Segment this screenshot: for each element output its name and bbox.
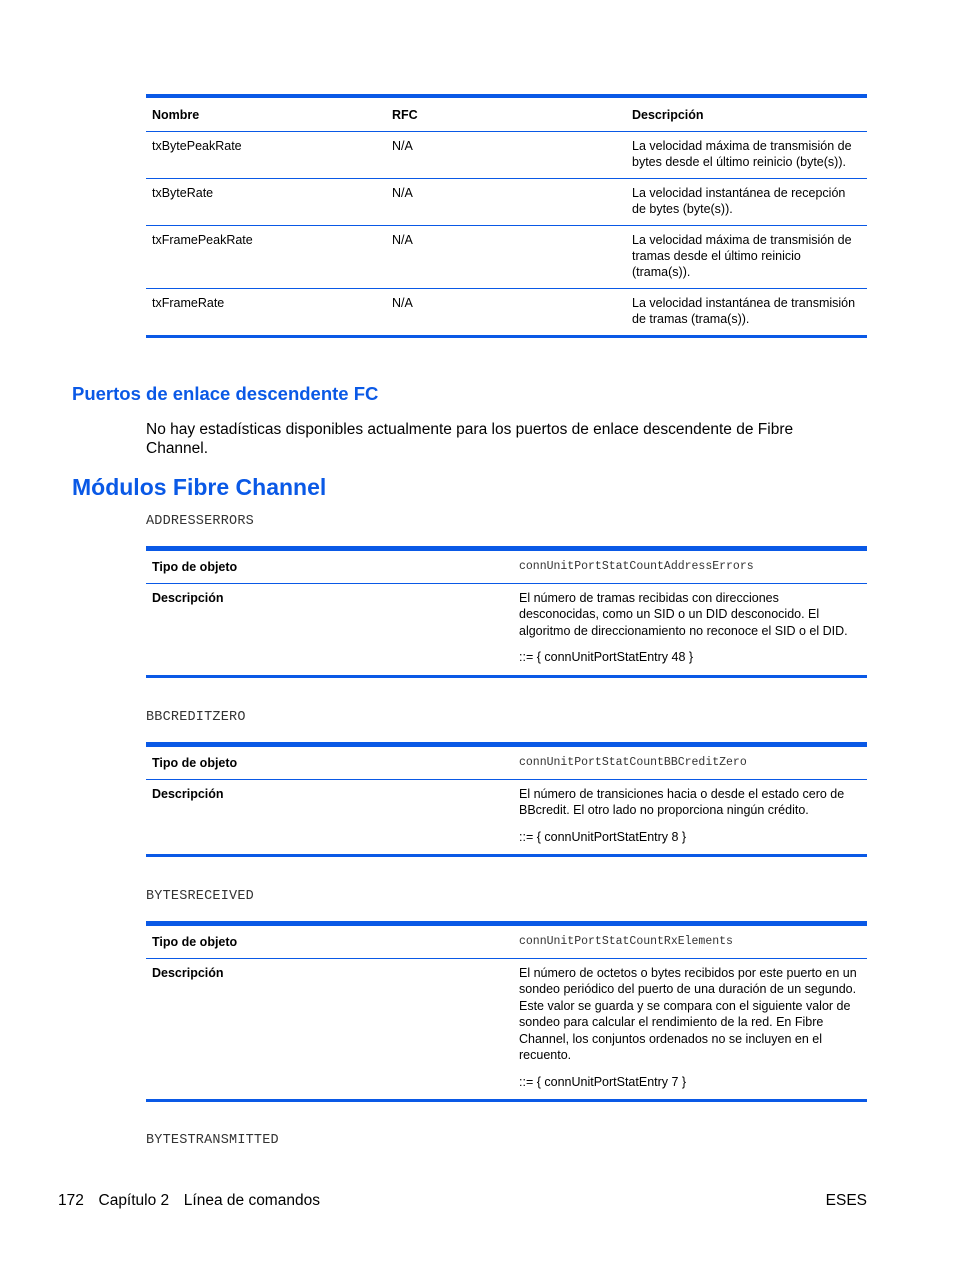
cell-description: La velocidad máxima de transmisión de bytes desde el último reinicio (byte(s)). <box>626 132 867 179</box>
properties-table <box>146 94 867 338</box>
object-table <box>146 546 867 678</box>
cell-description: La velocidad instantánea de recepción de bytes (byte(s)). <box>626 179 867 226</box>
column-header-description: Descripción <box>626 96 867 132</box>
table-row <box>146 289 867 337</box>
object-description-row <box>146 583 867 676</box>
table-row <box>146 132 867 179</box>
object-entry: ::= { connUnitPortStatEntry 48 } <box>519 650 694 664</box>
table-header-row <box>146 96 867 132</box>
chapter-label: Capítulo 2 <box>98 1192 170 1209</box>
section-heading-fc-modules: Módulos Fibre Channel <box>72 474 327 500</box>
object-description <box>513 958 867 1101</box>
cell-description: La velocidad instantánea de transmisión de tramas (trama(s)). <box>632 296 856 326</box>
object-description-row <box>146 958 867 1101</box>
page-footer <box>58 1192 320 1210</box>
object-description <box>513 583 867 676</box>
object-name: BYTESRECEIVED <box>146 889 254 904</box>
section-fc-text: No hay estadísticas disponibles actualmente para los puertos de enlace descendente de Fibre Channel. <box>146 421 794 457</box>
column-header-name: Nombre <box>146 96 386 132</box>
object-name: BBCREDITZERO <box>146 710 246 725</box>
column-header-rfc: RFC <box>386 96 626 132</box>
language-code: ESES <box>825 1192 867 1209</box>
object-type-value: connUnitPortStatCountRxElements <box>513 924 867 959</box>
object-type-label: Tipo de objeto <box>146 745 513 780</box>
object-type-row <box>146 745 867 780</box>
object-entry: ::= { connUnitPortStatEntry 7 } <box>519 1074 687 1089</box>
cell-rfc: N/A <box>386 179 626 226</box>
cell-description: La velocidad máxima de transmisión de tramas desde el último reinicio (trama(s)). <box>626 226 867 289</box>
table-row <box>146 226 867 289</box>
object-description <box>513 779 867 856</box>
object-description-text: El número de tramas recibidas con direcciones desconocidas, como un SID o un DID desconocido. El algoritmo de direccionamiento no reconoce el SID o el DID. <box>519 590 848 638</box>
object-type-value: connUnitPortStatCountAddressErrors <box>513 549 867 584</box>
cell-name: txByteRate <box>146 179 386 226</box>
cell-rfc: N/A <box>386 226 626 289</box>
object-table <box>146 921 867 1102</box>
object-table <box>146 742 867 857</box>
object-name: BYTESTRANSMITTED <box>146 1133 279 1148</box>
chapter-title: Línea de comandos <box>183 1192 320 1209</box>
cell-name: txFramePeakRate <box>146 226 386 289</box>
object-entry: ::= { connUnitPortStatEntry 8 } <box>519 829 687 844</box>
object-description-row <box>146 779 867 856</box>
object-type-row <box>146 549 867 584</box>
cell-name: txFrameRate <box>152 296 225 310</box>
object-type-value: connUnitPortStatCountBBCreditZero <box>513 745 867 780</box>
object-description-text: El número de octetos o bytes recibidos por este puerto en un sondeo periódico del puerto de una duración de un segundo. Este valor se guarda y se compara con el siguiente valor de sondeo para calcular el rendimiento de la red. En Fibre Channel, los conjuntos ordenados no se incluyen en el recuento. <box>519 965 857 1062</box>
page-number: 172 <box>58 1192 84 1209</box>
object-description-label: Descripción <box>152 590 224 605</box>
cell-name: txBytePeakRate <box>146 132 386 179</box>
object-type-label: Tipo de objeto <box>146 924 513 959</box>
table-row <box>146 179 867 226</box>
object-type-row <box>146 924 867 959</box>
cell-rfc: N/A <box>392 296 413 310</box>
object-name: ADDRESSERRORS <box>146 514 254 529</box>
object-description-label: Descripción <box>152 965 224 980</box>
object-type-label: Tipo de objeto <box>146 549 513 584</box>
object-description-label: Descripción <box>152 786 224 801</box>
object-description-text: El número de transiciones hacia o desde el estado cero de BBcredit. El otro lado no proporciona ningún crédito. <box>519 786 845 817</box>
cell-rfc: N/A <box>386 132 626 179</box>
section-heading-fc-downlink: Puertos de enlace descendente FC <box>72 383 379 404</box>
